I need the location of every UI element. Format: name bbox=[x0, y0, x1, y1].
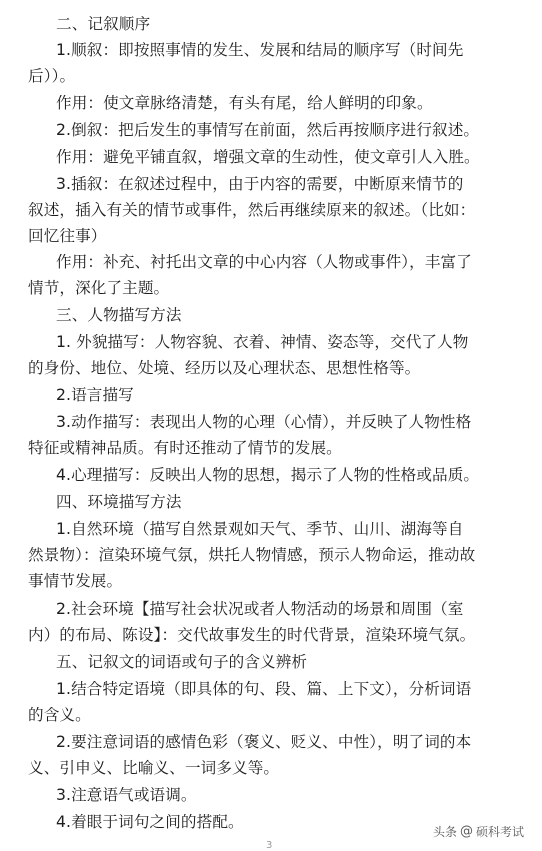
paragraph-line: 回忆往事） bbox=[28, 227, 107, 245]
watermark-account: 硕科考试 bbox=[475, 824, 524, 839]
paragraph-line: 3.插叙：在叙述过程中，由于内容的需要，中断原来情节的 bbox=[56, 175, 464, 193]
paragraph-line: 1. 外貌描写：人物容貌、衣着、神情、姿态等，交代了人物 bbox=[56, 333, 469, 351]
paragraph-line: 然景物）：渲染环境气氛，烘托人物情感，预示人物命运，推动故 bbox=[28, 546, 476, 564]
page-number: 3 bbox=[266, 840, 273, 851]
paragraph-line: 叙述，插入有关的情节或事件，然后再继续原来的叙述。（比如： bbox=[28, 201, 476, 219]
section-heading-meaning-analysis: 五、记叙文的词语或句子的含义辨析 bbox=[56, 653, 308, 671]
watermark bbox=[433, 821, 524, 841]
paragraph-line: 义、引申义、比喻义、一词多义等。 bbox=[28, 759, 280, 777]
paragraph-line: 作用：补充、衬托出文章的中心内容（人物或事件），丰富了 bbox=[56, 253, 472, 271]
paragraph-line: 1.顺叙：即按照事情的发生、发展和结局的顺序写（时间先 bbox=[56, 41, 464, 59]
paragraph-line: 的含义。 bbox=[28, 706, 91, 724]
paragraph-line: 特征或精神品质。有时还推动了情节的发展。 bbox=[28, 439, 342, 457]
paragraph-line: 内）的布局、陈设】：交代故事发生的时代背景，渲染环境气氛。 bbox=[28, 626, 476, 644]
paragraph-line: 2.倒叙：把后发生的事情写在前面，然后再按顺序进行叙述。 bbox=[56, 121, 480, 139]
at-icon: @ bbox=[459, 823, 473, 839]
watermark-prefix: 头条 bbox=[432, 824, 457, 839]
paragraph-line: 事情节发展。 bbox=[28, 572, 123, 590]
paragraph-line: 2.语言描写 bbox=[56, 386, 134, 404]
paragraph-line: 2.社会环境【描写社会状况或者人物活动的场景和周围（室 bbox=[56, 600, 464, 618]
paragraph-line: 作用：避免平铺直叙，增强文章的生动性，使文章引人入胜。 bbox=[56, 148, 480, 166]
paragraph-line: 后））。 bbox=[28, 67, 76, 85]
paragraph-line: 情节，深化了主题。 bbox=[28, 279, 170, 297]
paragraph-line: 2.要注意词语的感情色彩（褒义、贬义、中性），明了词的本 bbox=[56, 733, 472, 751]
paragraph-line: 3.注意语气或语调。 bbox=[56, 786, 197, 804]
paragraph-line: 4.着眼于词句之间的搭配。 bbox=[56, 813, 244, 831]
paragraph-line: 作用：使文章脉络清楚，有头有尾，给人鲜明的印象。 bbox=[56, 94, 433, 112]
section-heading-environment-description: 四、环境描写方法 bbox=[56, 493, 182, 511]
section-heading-narrative-order: 二、记叙顺序 bbox=[56, 15, 151, 33]
paragraph-line: 1.结合特定语境（即具体的句、段、篇、上下文），分析词语 bbox=[56, 680, 472, 698]
paragraph-line: 4.心理描写：反映出人物的思想，揭示了人物的性格或品质。 bbox=[56, 466, 480, 484]
paragraph-line: 的身份、地位、处境、经历以及心理状态、思想性格等。 bbox=[28, 359, 421, 377]
paragraph-line: 3.动作描写：表现出人物的心理（心情），并反映了人物性格 bbox=[56, 413, 472, 431]
paragraph-line: 1.自然环境（描写自然景观如天气、季节、山川、湖海等自 bbox=[56, 520, 464, 538]
section-heading-character-description: 三、人物描写方法 bbox=[56, 306, 182, 324]
